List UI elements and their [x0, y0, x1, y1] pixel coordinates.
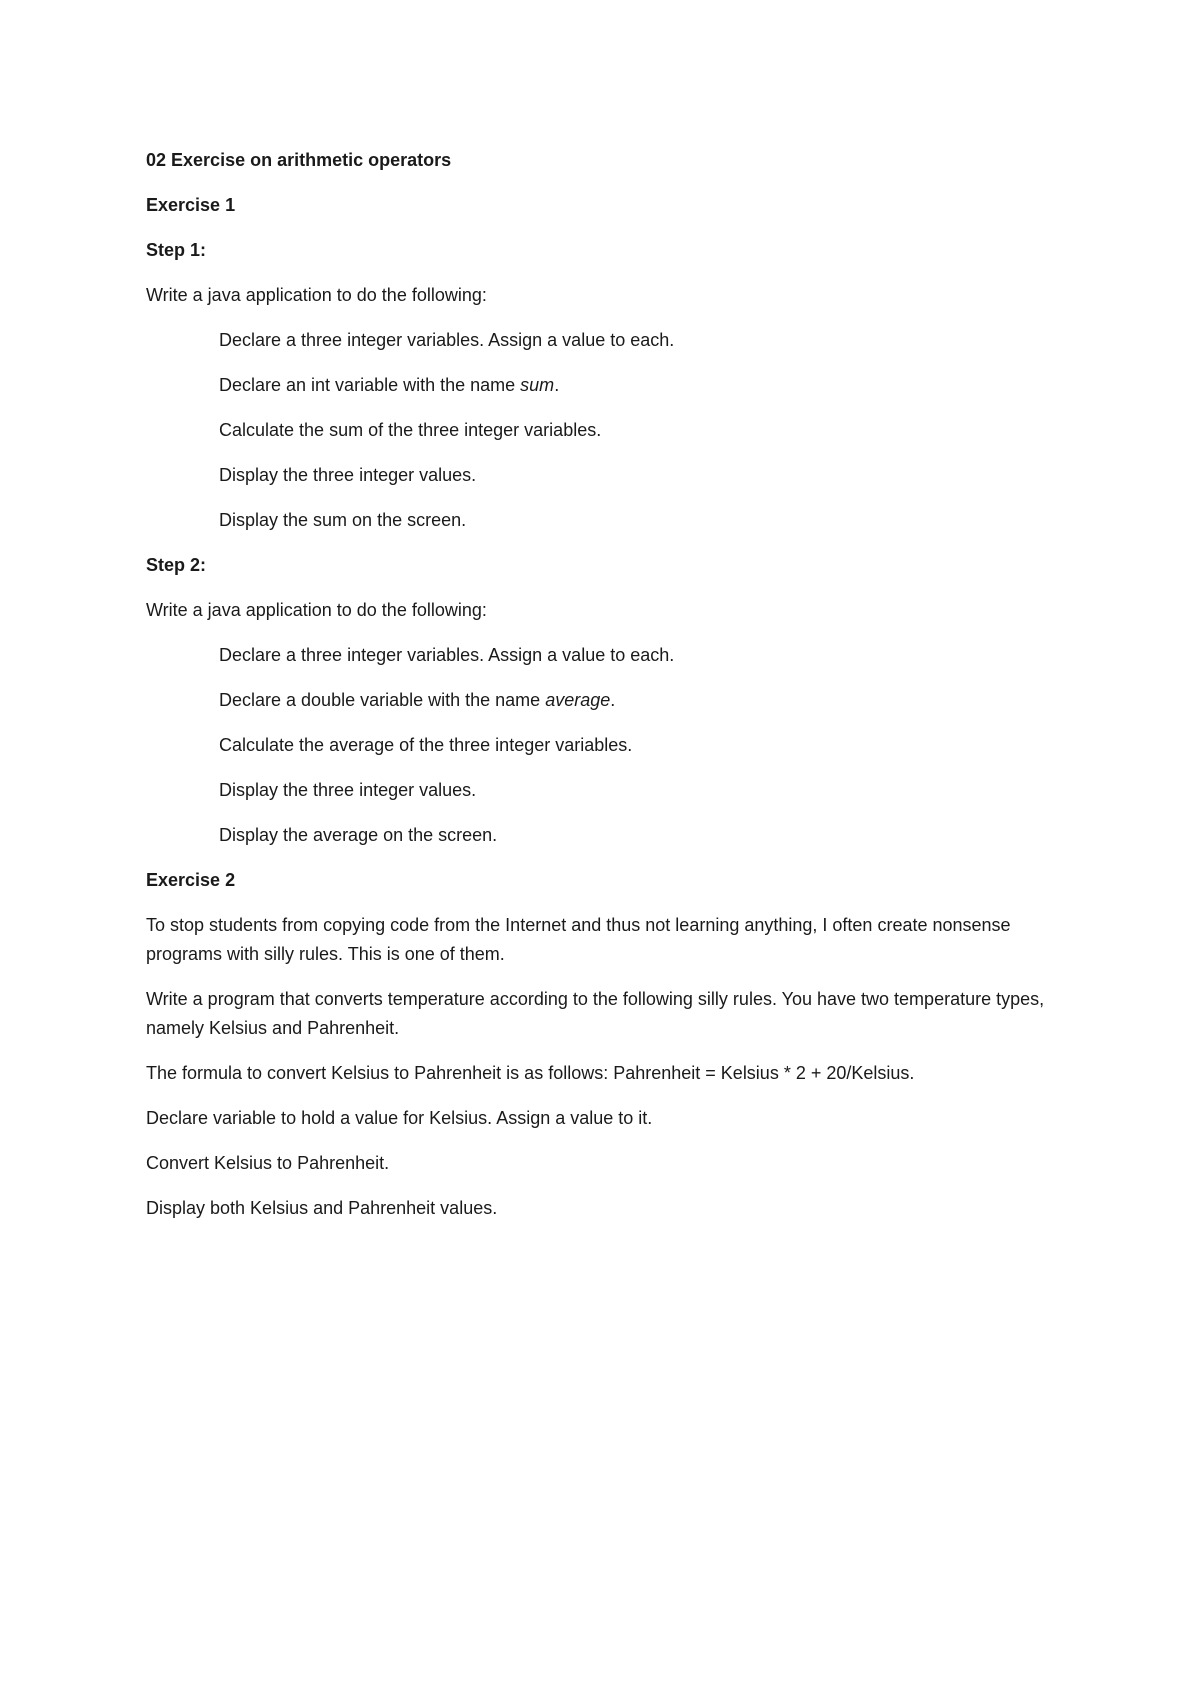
document-body: [146, 146, 1066, 1239]
step-2-item-text: Declare a double variable with the name: [219, 690, 546, 710]
exercise-2-paragraph: Display both Kelsius and Pahrenheit values.: [146, 1198, 498, 1218]
step-2-item: Display the three integer values.: [219, 780, 477, 800]
exercise-2-paragraph: Declare variable to hold a value for Kelsius. Assign a value to it.: [146, 1108, 653, 1128]
exercise-2-paragraph: To stop students from copying code from the Internet and thus not learning anything, I often create nonsense programs with silly rules. This is one of them.: [146, 915, 1011, 964]
step-2-heading: Step 2:: [146, 555, 207, 575]
document-title: 02 Exercise on arithmetic operators: [146, 150, 452, 170]
step-1-item: Calculate the sum of the three integer variables.: [219, 420, 602, 440]
step-1-heading: Step 1:: [146, 240, 207, 260]
step-1-item-tail: .: [554, 375, 560, 395]
step-1-item-italic: sum: [520, 375, 555, 395]
step-2-intro: Write a java application to do the following:: [146, 600, 487, 620]
step-2-item-tail: .: [610, 690, 616, 710]
step-1-item-text: Declare an int variable with the name: [219, 375, 521, 395]
step-2-item-italic: average: [545, 690, 611, 710]
exercise-2-heading: Exercise 2: [146, 870, 236, 890]
step-2-item: Calculate the average of the three integer variables.: [219, 735, 633, 755]
exercise-1-heading: Exercise 1: [146, 195, 236, 215]
step-1-item: Declare a three integer variables. Assign a value to each.: [219, 330, 675, 350]
step-2-item: Declare a three integer variables. Assign a value to each.: [219, 645, 675, 665]
step-1-item: Display the three integer values.: [219, 465, 477, 485]
exercise-2-paragraph: The formula to convert Kelsius to Pahrenheit is as follows: Pahrenheit = Kelsius * 2 + 20/Kelsius.: [146, 1063, 915, 1083]
step-1-item: Display the sum on the screen.: [219, 510, 467, 530]
exercise-2-paragraph: Write a program that converts temperature according to the following silly rules. You have two temperature types, namely Kelsius and Pahrenheit.: [146, 989, 1045, 1038]
step-2-item: Display the average on the screen.: [219, 825, 498, 845]
step-2-item: [146, 686, 1066, 715]
exercise-2-paragraph: Convert Kelsius to Pahrenheit.: [146, 1153, 390, 1173]
step-1-item: [146, 371, 1066, 400]
step-1-intro: Write a java application to do the following:: [146, 285, 487, 305]
